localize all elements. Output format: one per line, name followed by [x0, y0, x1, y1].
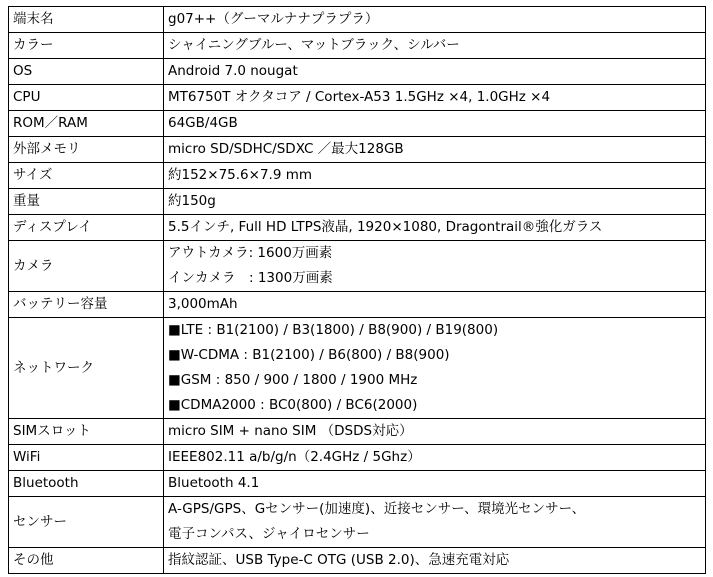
spec-value: [164, 7, 706, 33]
spec-row: [9, 59, 706, 85]
spec-label: 端末名: [9, 7, 164, 33]
spec-table: [8, 6, 706, 574]
spec-row: [9, 215, 706, 241]
spec-value: [164, 111, 706, 137]
spec-value: [164, 497, 706, 548]
spec-row: [9, 111, 706, 137]
spec-row: [9, 33, 706, 59]
spec-value: [164, 189, 706, 215]
spec-value: [164, 215, 706, 241]
spec-value-line: インカメラ : 1300万画素: [168, 270, 333, 286]
spec-value: [164, 59, 706, 85]
spec-value: [164, 445, 706, 471]
spec-value: [164, 241, 706, 292]
spec-row: [9, 318, 706, 419]
spec-value: [164, 85, 706, 111]
spec-row: [9, 292, 706, 318]
spec-row: [9, 163, 706, 189]
spec-value: [164, 33, 706, 59]
spec-value: [164, 137, 706, 163]
spec-label: ROM／RAM: [9, 111, 164, 137]
spec-value-line: IEEE802.11 a/b/g/n（2.4GHz / 5Ghz）: [168, 449, 421, 465]
spec-label: センサー: [9, 497, 164, 548]
spec-value: [164, 548, 706, 574]
spec-value-line: 電子コンパス、ジャイロセンサー: [168, 526, 370, 542]
spec-value: [164, 163, 706, 189]
spec-row: [9, 419, 706, 445]
spec-row: [9, 137, 706, 163]
spec-label: カメラ: [9, 241, 164, 292]
spec-value-line: micro SIM + nano SIM （DSDS対応）: [168, 423, 413, 439]
spec-label: SIMスロット: [9, 419, 164, 445]
spec-value-line: 3,000mAh: [168, 296, 238, 312]
spec-table-body: [9, 7, 706, 574]
spec-value-line: ■CDMA2000 : BC0(800) / BC6(2000): [168, 397, 418, 413]
spec-row: [9, 497, 706, 548]
spec-value-line: 64GB/4GB: [168, 115, 238, 131]
spec-value-line: g07++（グーマルナナプラプラ）: [168, 11, 379, 27]
spec-label: サイズ: [9, 163, 164, 189]
spec-value-line: A-GPS/GPS、Gセンサー(加速度)、近接センサー、環境光センサー、: [168, 501, 586, 517]
spec-value-line: アウトカメラ: 1600万画素: [168, 245, 333, 261]
spec-value-line: ■W-CDMA : B1(2100) / B6(800) / B8(900): [168, 347, 450, 363]
spec-value-line: シャイニングブルー、マットブラック、シルバー: [168, 37, 460, 53]
spec-label: OS: [9, 59, 164, 85]
spec-row: [9, 85, 706, 111]
spec-row: [9, 189, 706, 215]
spec-label: カラー: [9, 33, 164, 59]
spec-value: [164, 292, 706, 318]
spec-label: その他: [9, 548, 164, 574]
spec-label: CPU: [9, 85, 164, 111]
spec-value-line: 5.5インチ, Full HD LTPS液晶, 1920×1080, Dragontrail®強化ガラス: [168, 219, 603, 235]
spec-value-line: micro SD/SDHC/SDXC ／最大128GB: [168, 141, 404, 157]
spec-label: WiFi: [9, 445, 164, 471]
spec-value-line: 約152×75.6×7.9 mm: [168, 167, 313, 183]
spec-row: [9, 445, 706, 471]
spec-label: ネットワーク: [9, 318, 164, 419]
spec-value: [164, 419, 706, 445]
spec-value-line: 約150g: [168, 193, 216, 209]
spec-row: [9, 548, 706, 574]
spec-value: [164, 471, 706, 497]
spec-value-line: Bluetooth 4.1: [168, 475, 260, 491]
spec-row: [9, 7, 706, 33]
spec-label: 重量: [9, 189, 164, 215]
spec-value-line: ■LTE : B1(2100) / B3(1800) / B8(900) / B19(800): [168, 322, 499, 338]
spec-value-line: Android 7.0 nougat: [168, 63, 298, 79]
spec-value-line: MT6750T オクタコア / Cortex-A53 1.5GHz ×4, 1.0GHz ×4: [168, 89, 551, 105]
spec-label: Bluetooth: [9, 471, 164, 497]
spec-row: [9, 471, 706, 497]
spec-value-line: ■GSM : 850 / 900 / 1800 / 1900 MHz: [168, 372, 418, 388]
spec-value-line: 指紋認証、USB Type-C OTG (USB 2.0)、急速充電対応: [168, 552, 510, 568]
spec-value: [164, 318, 706, 419]
spec-label: 外部メモリ: [9, 137, 164, 163]
spec-label: バッテリー容量: [9, 292, 164, 318]
spec-label: ディスプレイ: [9, 215, 164, 241]
spec-row: [9, 241, 706, 292]
